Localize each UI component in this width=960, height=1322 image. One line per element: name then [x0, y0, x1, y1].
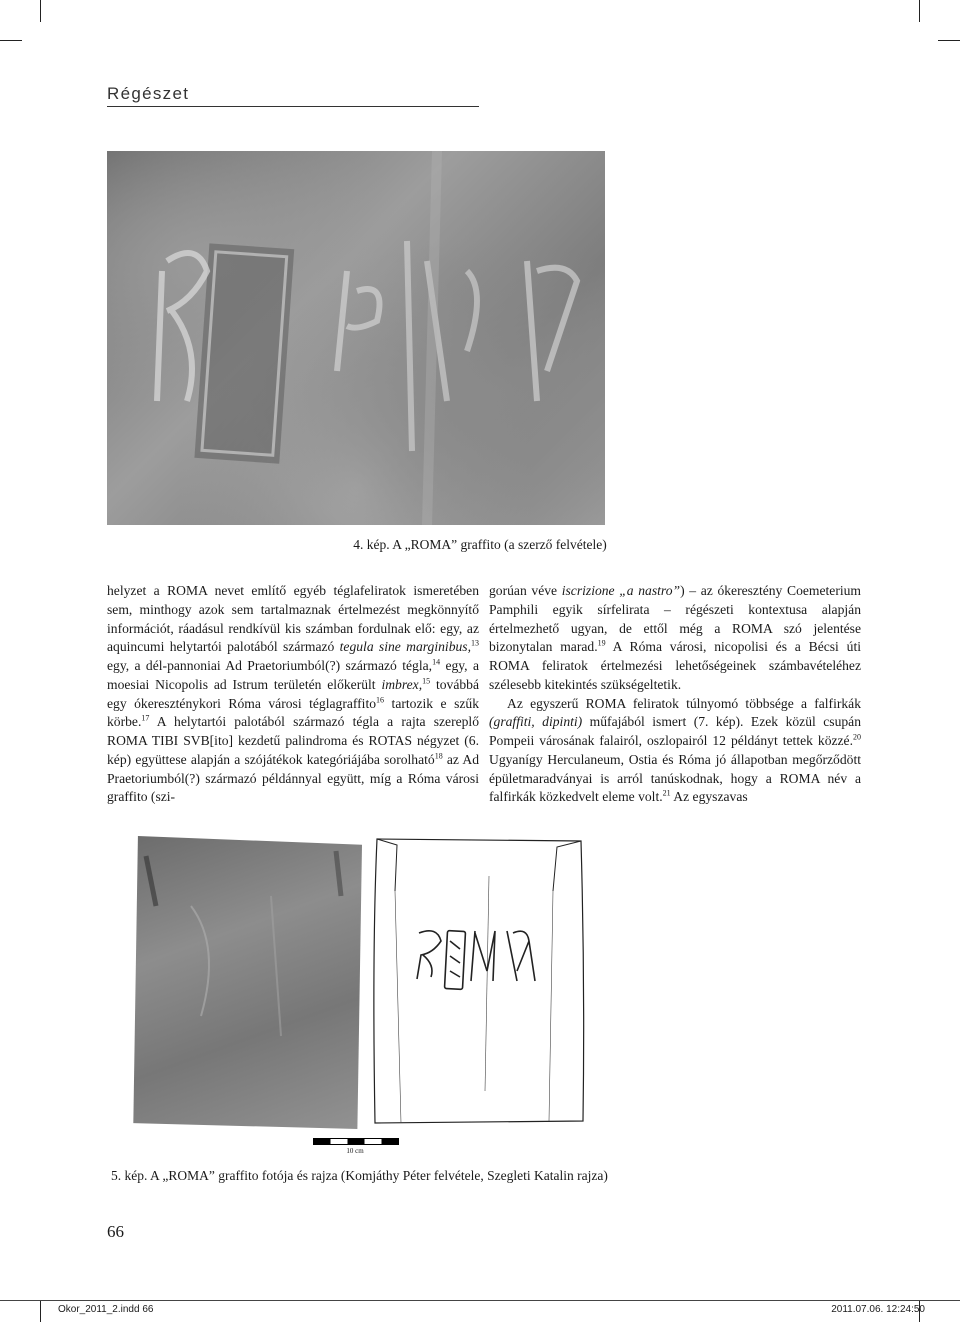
text-run: gorúan véve [489, 583, 562, 598]
crop-mark [919, 0, 920, 22]
footnote-ref[interactable]: 16 [376, 694, 385, 704]
figure-5-photo [131, 836, 362, 1129]
text-column-left [107, 582, 479, 807]
footnote-ref[interactable]: 14 [432, 657, 441, 667]
text-run: ) – az ókeresztény Coemeterium Pamphili egyik sírfelirata – régészeti kontextusa alapján értelmezhető ugyan, de ettől még a ROMA szó jelentése bizonytalan marad. [489, 583, 861, 655]
figure-4-caption: 4. kép. A „ROMA” graffito (a szerző felvétele) [353, 537, 607, 552]
italic-text: (graffiti, dipinti) [489, 714, 583, 730]
figure-5-drawing [367, 831, 591, 1130]
footnote-ref[interactable]: 13 [470, 638, 479, 648]
footnote-ref[interactable]: 17 [141, 713, 150, 723]
paragraph [489, 695, 861, 808]
footnote-ref[interactable]: 21 [662, 788, 671, 798]
crop-mark [40, 0, 41, 22]
text-run: egy, a moesiai Nicopolis ad Istrum területén előkerült [107, 658, 479, 692]
italic-text: imbrex, [381, 676, 423, 692]
text-run: az Ad Praetoriumból(?) származó példánnyal együtt, míg a Róma városi graffito (szi- [107, 751, 479, 805]
text-run: Az egyszerű ROMA feliratok túlnyomó többsége a falfirkák [507, 695, 861, 711]
footnote-ref[interactable]: 20 [853, 732, 861, 742]
italic-text: iscrizione „a nastro” [561, 583, 681, 598]
text-run: helyzet a ROMA nevet említő egyéb téglafeliratok ismeretében sem, minthogy azok sem tartalmaznak értelmezést megkönnyítő információt, ráadásul rendkívül kis számban fordulnak elő: egy, az aquincumi helytartói palotából származó [107, 583, 479, 655]
text-column-right [489, 582, 861, 807]
text-run: továbbá egy ókereszténykori Róma városi téglagraffito [107, 676, 479, 711]
graffito-photo-illustration [107, 151, 605, 525]
figure-4-photo [107, 151, 605, 525]
paragraph [107, 582, 479, 807]
text-run: A helytartói palotából származó tégla a rajta szereplő ROMA TIBI SVB[ito] kezdetű palindroma és ROTAS négyzet (6. kép) együttese alapján a szójátékok kategóriájába sorolható [107, 714, 479, 767]
scale-label: 10 cm [346, 1147, 364, 1155]
footnote-ref[interactable]: 18 [434, 751, 443, 761]
text-run: tartozik e szűk körbe. [107, 695, 479, 730]
section-title: Régészet [107, 84, 190, 103]
print-footer [0, 1300, 960, 1319]
crop-mark [938, 40, 960, 41]
footer-timestamp: 2011.07.06. 12:24:50 [831, 1304, 925, 1315]
text-run: Az egyszavas [670, 789, 748, 805]
italic-text: tegula sine marginibus, [339, 639, 471, 655]
crop-mark [0, 40, 22, 41]
running-header [107, 84, 479, 107]
footnote-ref[interactable]: 19 [597, 638, 606, 648]
text-run: Ugyanígy Herculaneum, Ostia és Róma jó állapotban megőrződött épületmaradványai is arról tanúskodnak, hogy a ROMA név a falfirkák közkedvelt eleme volt. [489, 751, 861, 805]
scale-bar [313, 1138, 399, 1145]
text-run: műfajából ismert (7. kép). Ezek közül csupán Pompeii városának falairól, oszlopairól 12 példányt tettek közzé. [489, 714, 861, 748]
page-number: 66 [107, 1222, 124, 1241]
brick-photo-illustration [131, 836, 362, 1129]
text-run: A Róma városi, nicopolisi és a Bécsi úti ROMA feliratok értelmezési lehetőségeinek számbavételéhez szélesebb kitekintés szükségeltetik. [489, 639, 861, 692]
text-run: egy, a dél-pannoniai Ad Praetoriumból(?) származó tégla, [107, 658, 433, 673]
footnote-ref[interactable]: 15 [422, 676, 431, 686]
footer-filename: Okor_2011_2.indd 66 [58, 1304, 154, 1315]
figure-5-caption: 5. kép. A „ROMA” graffito fotója és rajza (Komjáthy Péter felvétele, Szegleti Katalin rajza) [111, 1168, 608, 1183]
paragraph [489, 582, 861, 695]
